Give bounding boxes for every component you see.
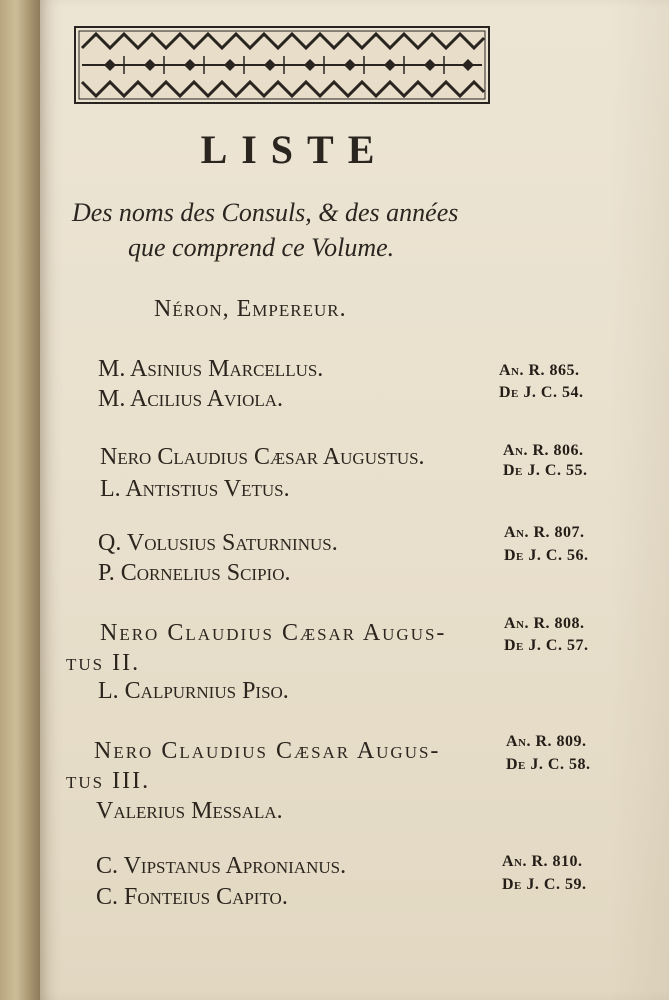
consul-name-continuation: tus III.	[66, 768, 151, 794]
page-edge-shade	[609, 0, 669, 1000]
year-of-rome: An. R. 808.	[504, 615, 585, 632]
year-of-rome: An. R. 807.	[504, 524, 585, 541]
year-of-rome: An. R. 810.	[502, 853, 583, 870]
year-ad: De J. C. 59.	[502, 876, 587, 893]
year-of-rome: An. R. 806.	[503, 442, 584, 459]
consul-name: Valerius Messala.	[96, 798, 283, 824]
page-title: LISTE	[200, 127, 389, 172]
ornamental-header-band	[74, 26, 490, 104]
consul-name: Q. Volusius Saturninus.	[98, 530, 338, 556]
year-ad: De J. C. 56.	[504, 547, 589, 564]
year-ad: De J. C. 57.	[504, 637, 589, 654]
year-of-rome: An. R. 865.	[499, 362, 580, 379]
consul-name: C. Fonteius Capito.	[96, 884, 288, 910]
subtitle-line-1: Des noms des Consuls, & des années	[72, 198, 459, 227]
consul-name: M. Acilius Aviola.	[98, 386, 284, 412]
consul-name: M. Asinius Marcellus.	[98, 356, 324, 382]
consul-name: Nero Claudius Cæsar Augus-	[94, 738, 441, 764]
consul-name: Nero Claudius Cæsar Augus-	[100, 620, 447, 646]
book-gutter	[0, 0, 40, 1000]
year-of-rome: An. R. 809.	[506, 733, 587, 750]
consul-name: Nero Claudius Cæsar Augustus.	[100, 444, 425, 470]
consul-name: P. Cornelius Scipio.	[98, 560, 291, 586]
year-ad: De J. C. 54.	[499, 384, 584, 401]
year-ad: De J. C. 55.	[503, 462, 588, 479]
consul-name: L. Calpurnius Piso.	[98, 678, 289, 704]
emperor-heading: Néron, Empereur.	[154, 296, 347, 322]
book-page	[40, 0, 669, 1000]
consul-name: C. Vipstanus Apronianus.	[96, 853, 347, 879]
subtitle-line-2: que comprend ce Volume.	[128, 233, 395, 262]
consul-name: L. Antistius Vetus.	[100, 476, 290, 502]
consul-name-continuation: tus II.	[66, 650, 141, 676]
year-ad: De J. C. 58.	[506, 756, 591, 773]
